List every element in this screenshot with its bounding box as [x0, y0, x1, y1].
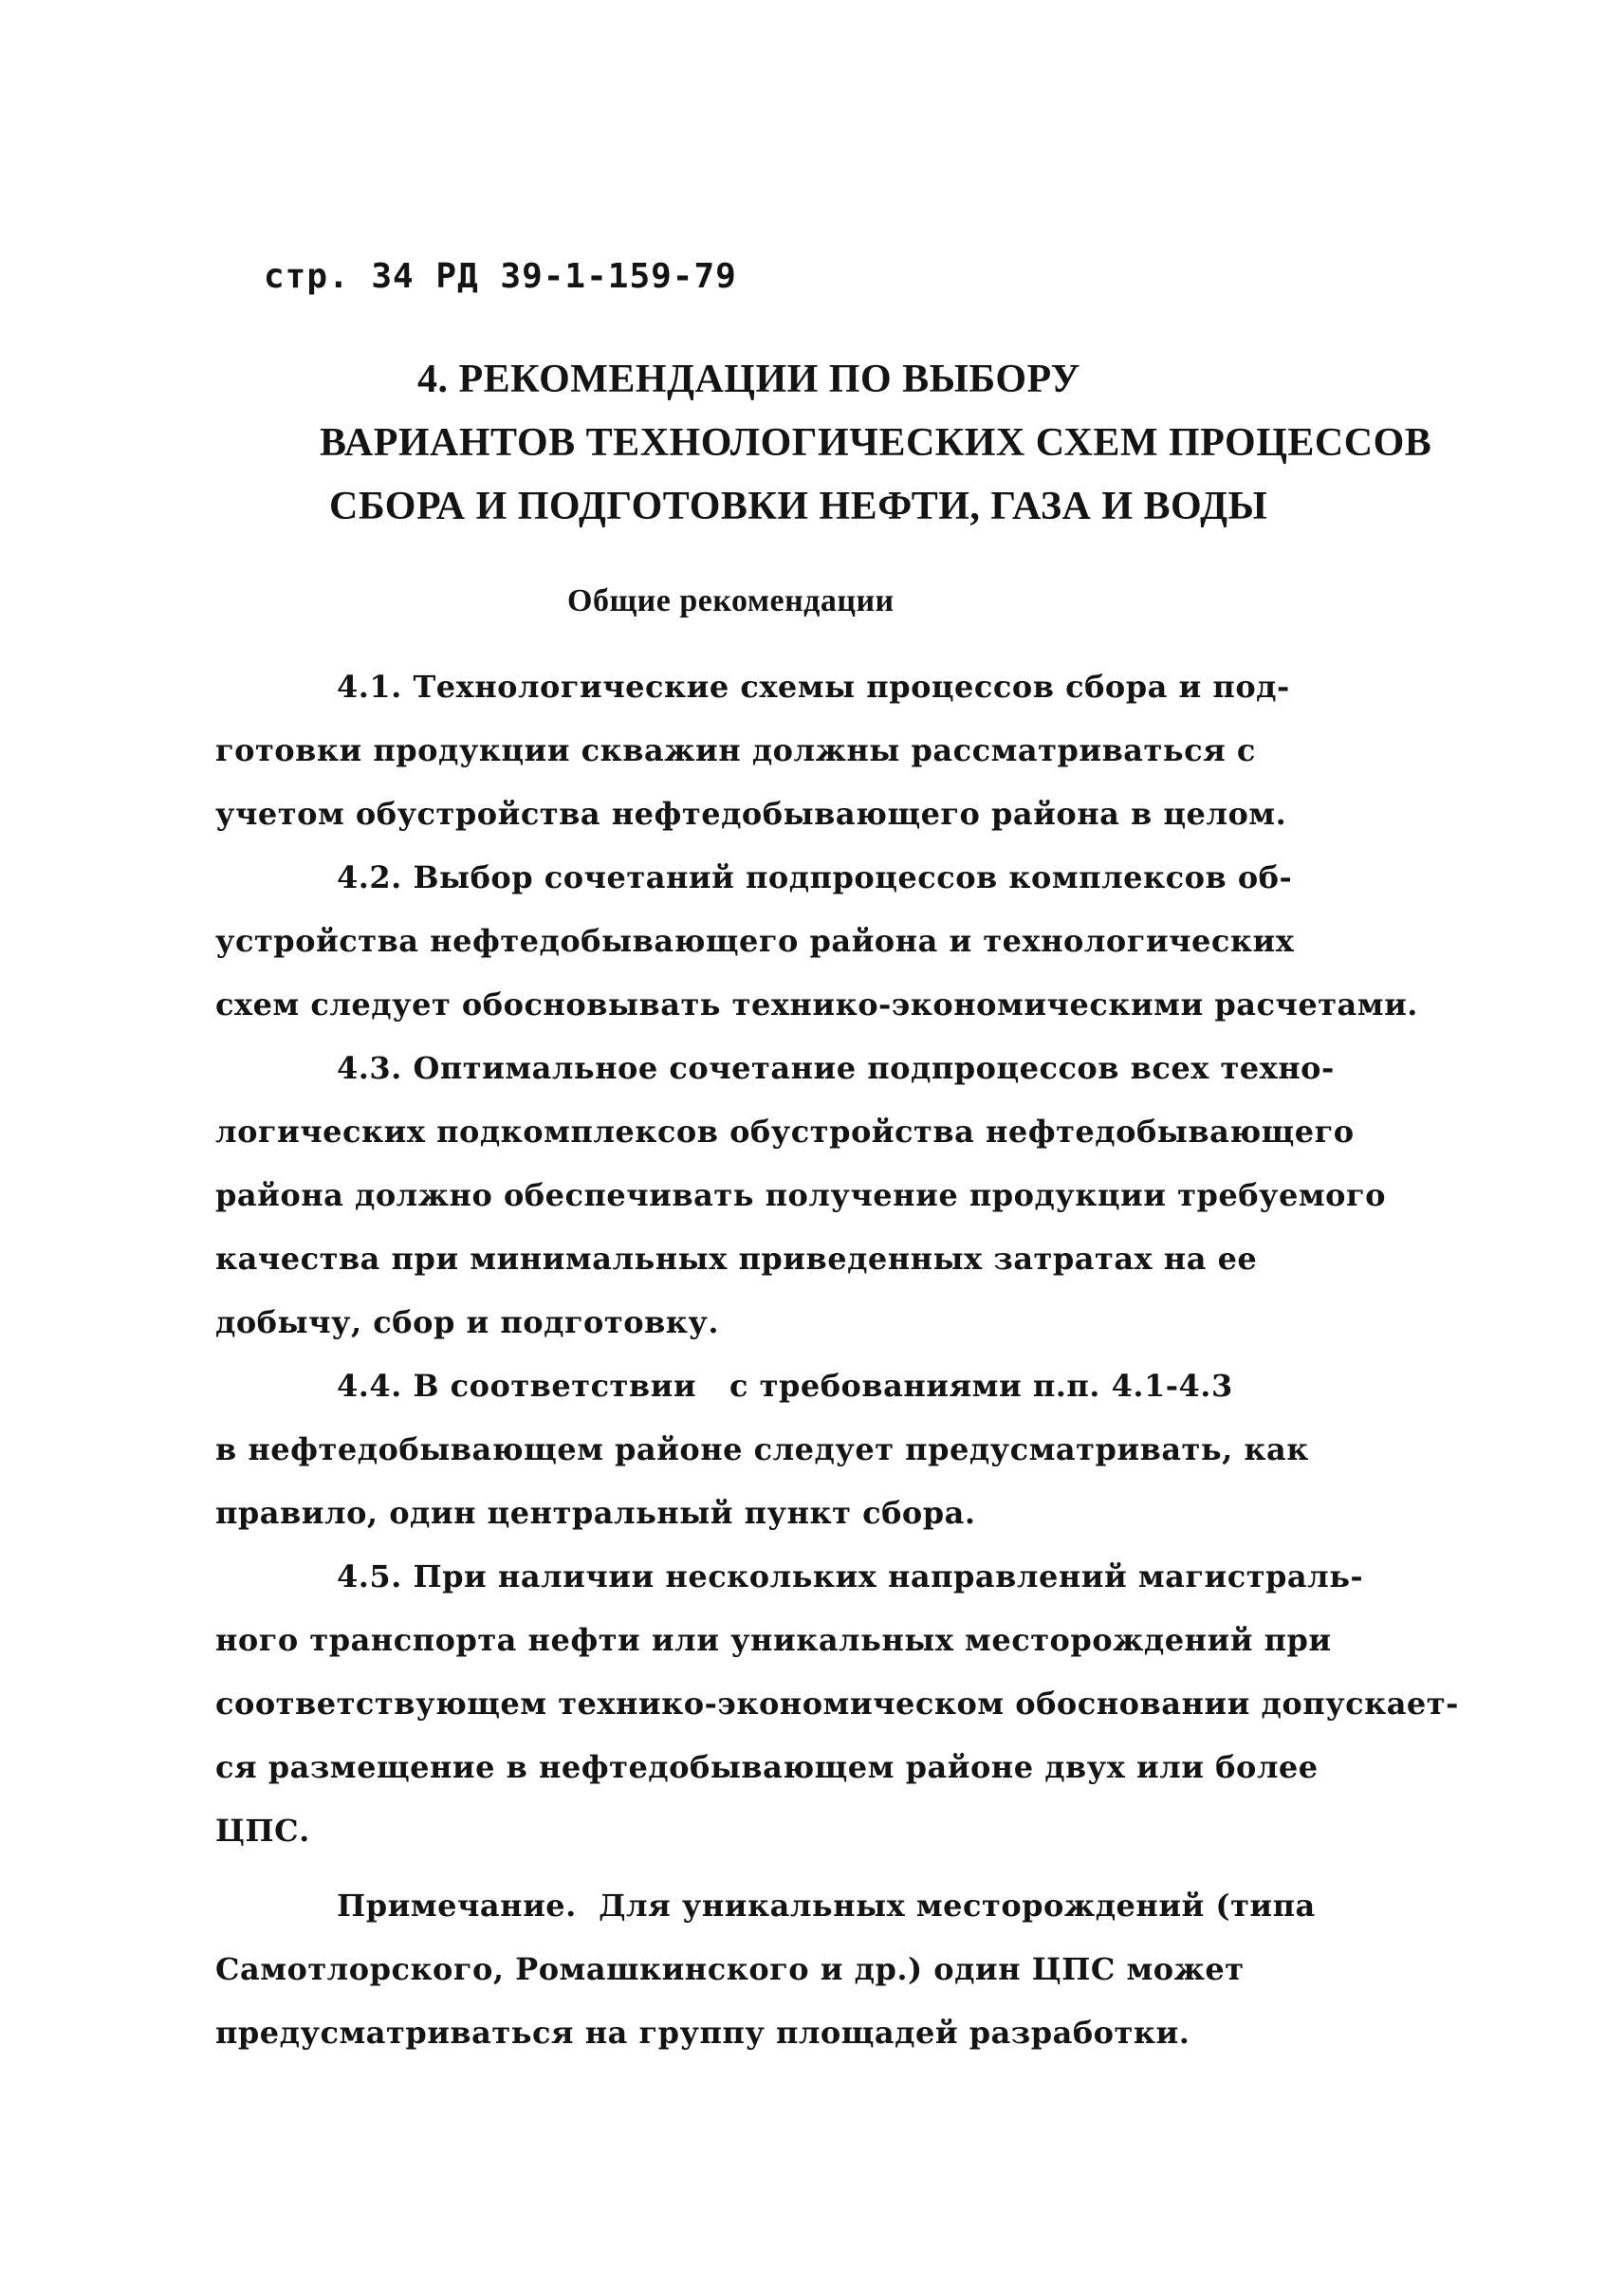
para-4-4-line-2: в нефтедобывающем районе следует предусматривать, как — [215, 1431, 1309, 1467]
note-line-3: предусматриваться на группу площадей разработки. — [215, 2015, 1190, 2051]
note-line-1: Примечание. Для уникальных месторождений (типа — [337, 1888, 1316, 1924]
section-title-line-2: ВАРИАНТОВ ТЕХНОЛОГИЧЕСКИХ СХЕМ ПРОЦЕССОВ — [320, 421, 1432, 465]
para-4-5-line-2: ного транспорта нефти или уникальных месторождений при — [215, 1622, 1332, 1658]
para-4-5-line-3: соответствующем технико-экономическом обосновании допускает- — [215, 1686, 1459, 1722]
section-title-line-1: 4. РЕКОМЕНДАЦИИ ПО ВЫБОРУ — [417, 358, 1080, 401]
para-4-3-line-5: добычу, сбор и подготовку. — [215, 1304, 720, 1340]
para-4-3-line-4: качества при минимальных приведенных затратах на ее — [215, 1241, 1258, 1277]
para-4-4-line-3: правило, один центральный пункт сбора. — [215, 1495, 976, 1531]
para-4-2-line-2: устройства нефтедобывающего района и технологических — [215, 923, 1295, 959]
para-4-4-line-1: 4.4. В соответствии с требованиями п.п. 4.1-4.3 — [337, 1368, 1233, 1404]
para-4-3-line-3: района должно обеспечивать получение продукции требуемого — [215, 1177, 1386, 1213]
section-subtitle: Общие рекомендации — [567, 583, 895, 618]
para-4-2-line-3: схем следует обосновывать технико-экономическими расчетами. — [215, 986, 1418, 1023]
para-4-1-line-2: готовки продукции скважин должны рассматриваться с — [215, 732, 1256, 768]
note-line-2: Самотлорского, Ромашкинского и др.) один ЦПС может — [215, 1951, 1245, 1987]
section-title-line-3: СБОРА И ПОДГОТОВКИ НЕФТИ, ГАЗА И ВОДЫ — [329, 485, 1268, 528]
para-4-5-line-4: ся размещение в нефтедобывающем районе двух или более — [215, 1749, 1319, 1785]
page-header: стр. 34 РД 39-1-159-79 — [264, 257, 737, 296]
para-4-1-line-1: 4.1. Технологические схемы процессов сбора и под- — [337, 669, 1290, 705]
para-4-5-line-1: 4.5. При наличии нескольких направлений магистраль- — [337, 1558, 1364, 1594]
para-4-3-line-2: логических подкомплексов обустройства нефтедобывающего — [215, 1114, 1355, 1150]
para-4-3-line-1: 4.3. Оптимальное сочетание подпроцессов всех техно- — [337, 1050, 1335, 1086]
para-4-1-line-3: учетом обустройства нефтедобывающего района в целом. — [215, 796, 1287, 832]
para-4-2-line-1: 4.2. Выбор сочетаний подпроцессов комплексов об- — [337, 859, 1293, 895]
para-4-5-line-5: ЦПС. — [215, 1813, 310, 1849]
